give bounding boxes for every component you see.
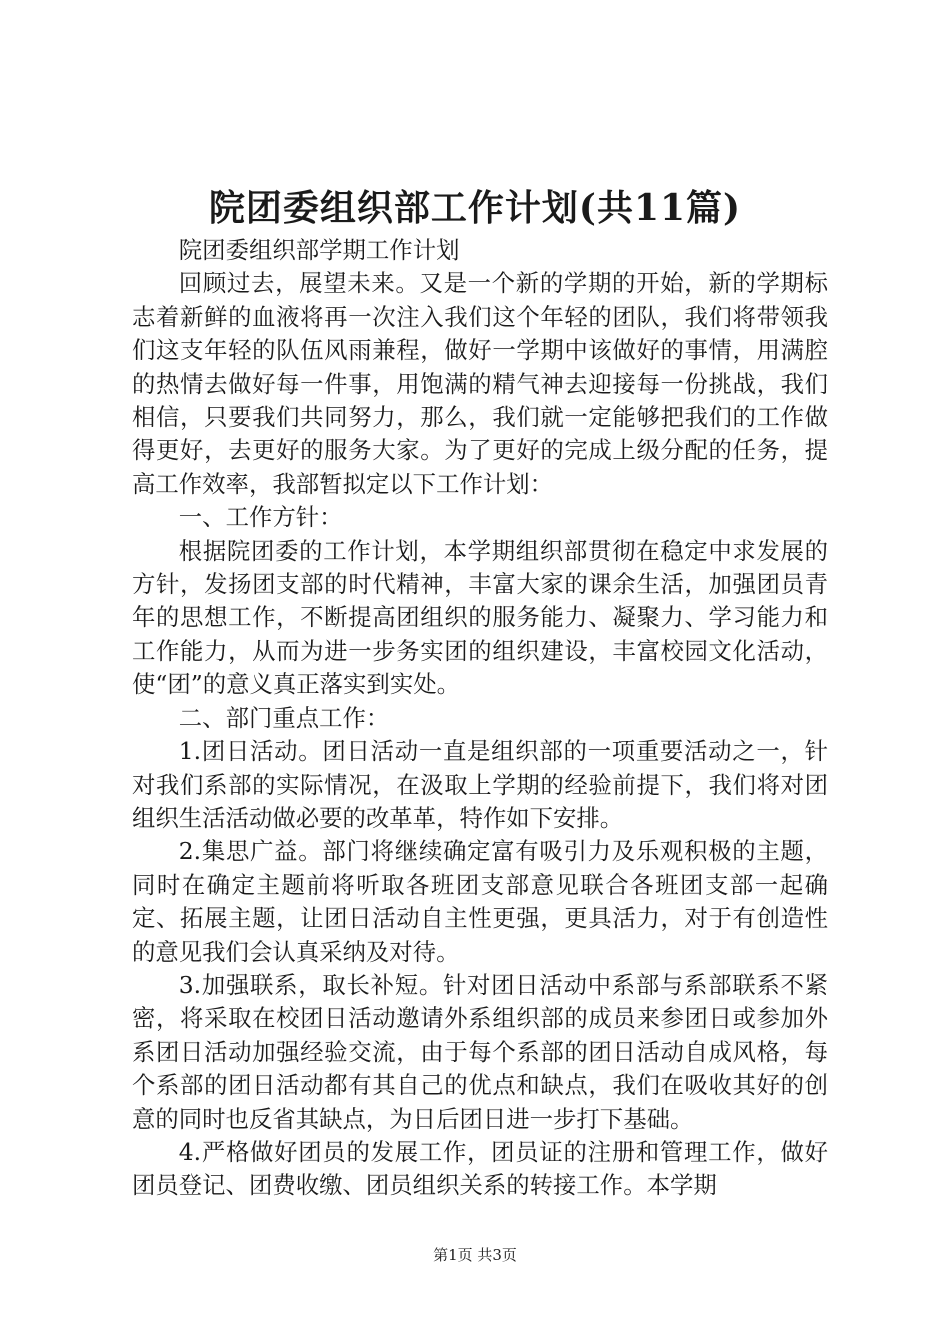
key-work-item-1: 1.团日活动。团日活动一直是组织部的一项重要活动之一，针对我们系部的实际情况，在汲取上学期的经验前提下，我们将对团组织生活活动做必要的改革革，特作如下安排。	[132, 737, 828, 832]
policy-paragraph: 根据院团委的工作计划，本学期组织部贯彻在稳定中求发展的方针，发扬团支部的时代精神，丰富大家的课余生活，加强团员青年的思想工作，不断提高团组织的服务能力、凝聚力、学习能力和工作能力，从而为进一步务实团的组织建设，丰富校园文化活动，使“团”的意义真正落实到实处。	[132, 536, 828, 699]
page-footer: 第1页 共3页	[433, 1246, 517, 1264]
document-body	[132, 234, 828, 1203]
subtitle-paragraph: 院团委组织部学期工作计划	[178, 236, 460, 264]
section-heading-policy: 一、工作方针：	[178, 503, 343, 532]
key-work-item-4: 4.严格做好团员的发展工作，团员证的注册和管理工作，做好团员登记、团费收缴、团员组织关系的转接工作。本学期	[132, 1137, 828, 1200]
intro-paragraph: 回顾过去，展望未来。又是一个新的学期的开始，新的学期标志着新鲜的血液将再一次注入我们这个年轻的团队，我们将带领我们这支年轻的队伍风雨兼程，做好一学期中该做好的事情，用满腔的热情去做好每一件事，用饱满的精气神去迎接每一份挑战，我们相信，只要我们共同努力，那么，我们就一定能够把我们的工作做得更好，去更好的服务大家。为了更好的完成上级分配的任务，提高工作效率，我部暂拟定以下工作计划：	[132, 269, 828, 498]
key-work-item-3: 3.加强联系，取长补短。针对团日活动中系部与系部联系不紧密，将采取在校团日活动邀请外系组织部的成员来参团日或参加外系团日活动加强经验交流，由于每个系部的团日活动自成风格，每个系部的团日活动都有其自己的优点和缺点，我们在吸收其好的创意的同时也反省其缺点，为日后团日进一步打下基础。	[132, 970, 828, 1133]
document-title: 院团委组织部工作计划(共11篇)	[208, 187, 742, 229]
key-work-item-2: 2.集思广益。部门将继续确定富有吸引力及乐观积极的主题，同时在确定主题前将听取各班团支部意见联合各班团支部一起确定、拓展主题，让团日活动自主性更强，更具活力，对于有创造性的意见我们会认真采纳及对待。	[132, 837, 828, 966]
section-heading-key-work: 二、部门重点工作：	[178, 703, 390, 732]
